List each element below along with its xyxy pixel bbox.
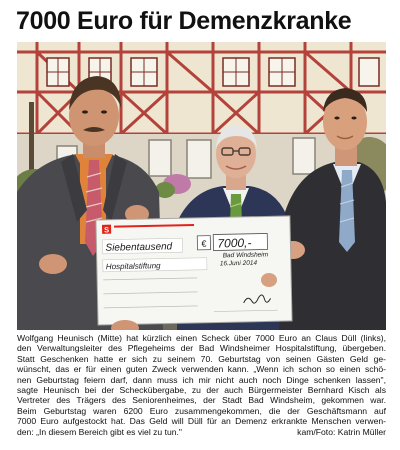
photo-caption — [17, 333, 386, 437]
cheque-recipient: Hospitalstiftung — [105, 261, 161, 272]
cheque-amount: 7000,- — [217, 235, 252, 251]
cheque-date: 16.Juni 2014 — [219, 259, 258, 268]
cheque-currency-symbol: € — [201, 238, 207, 249]
caption-line: Wolfgang Heunisch (Mitte) hat kürzlich einen Scheck über 7000 Euro an Claus Düll (links), — [17, 333, 386, 343]
cheque-place: Bad Windsheim — [222, 251, 269, 260]
photo-credit: kam/Foto: Katrin Müller — [297, 426, 386, 437]
caption-line: nen Geburtstag feiern darf, dann muss ich mir nicht auch noch Dinge schenken lassen", — [17, 374, 386, 385]
cheque — [96, 216, 292, 325]
cheque-amount-words: Siebentausend — [105, 241, 173, 254]
caption-line: den Verwaltungsleiter des Pflegeheims der Bad Windsheimer Hospitalstiftung, übergeben. — [17, 343, 386, 354]
headline: 7000 Euro für Demenzkranke — [16, 7, 352, 35]
caption-line: 7000 Euro aufgestockt hat. Das Geld will Düll für an Demenz erkrankte Menschen verwen- — [17, 416, 386, 427]
caption-line: sagte Heunisch bei der Scheckübergabe, zu der auch Bürgermeister Bernhard Kisch als — [17, 384, 386, 395]
bank-logo-letter: S — [103, 225, 110, 235]
caption-line: Statt Geschenken hatte er sich zu seinem 70. Geburtstag von seinen Gästen Geld ge- — [17, 353, 386, 364]
caption-line: Vertreter des Trägers des Seniorenheimes, der Stadt Bad Windsheim, gekommen war. — [17, 395, 386, 406]
caption-line: Beim Geburtstag waren 6200 Euro zusammengekommen, die der Geschäftsmann auf — [17, 405, 386, 416]
caption-last-line: den: „In diesem Bereich gibt es viel zu tun." — [17, 426, 182, 437]
photo-scene — [17, 42, 386, 330]
caption-line: wünscht, das er für einen guten Zweck verwenden kann. „Wenn ich schon so einen schö- — [17, 364, 386, 375]
caption-last-row — [17, 427, 386, 437]
article-photo — [17, 42, 386, 330]
